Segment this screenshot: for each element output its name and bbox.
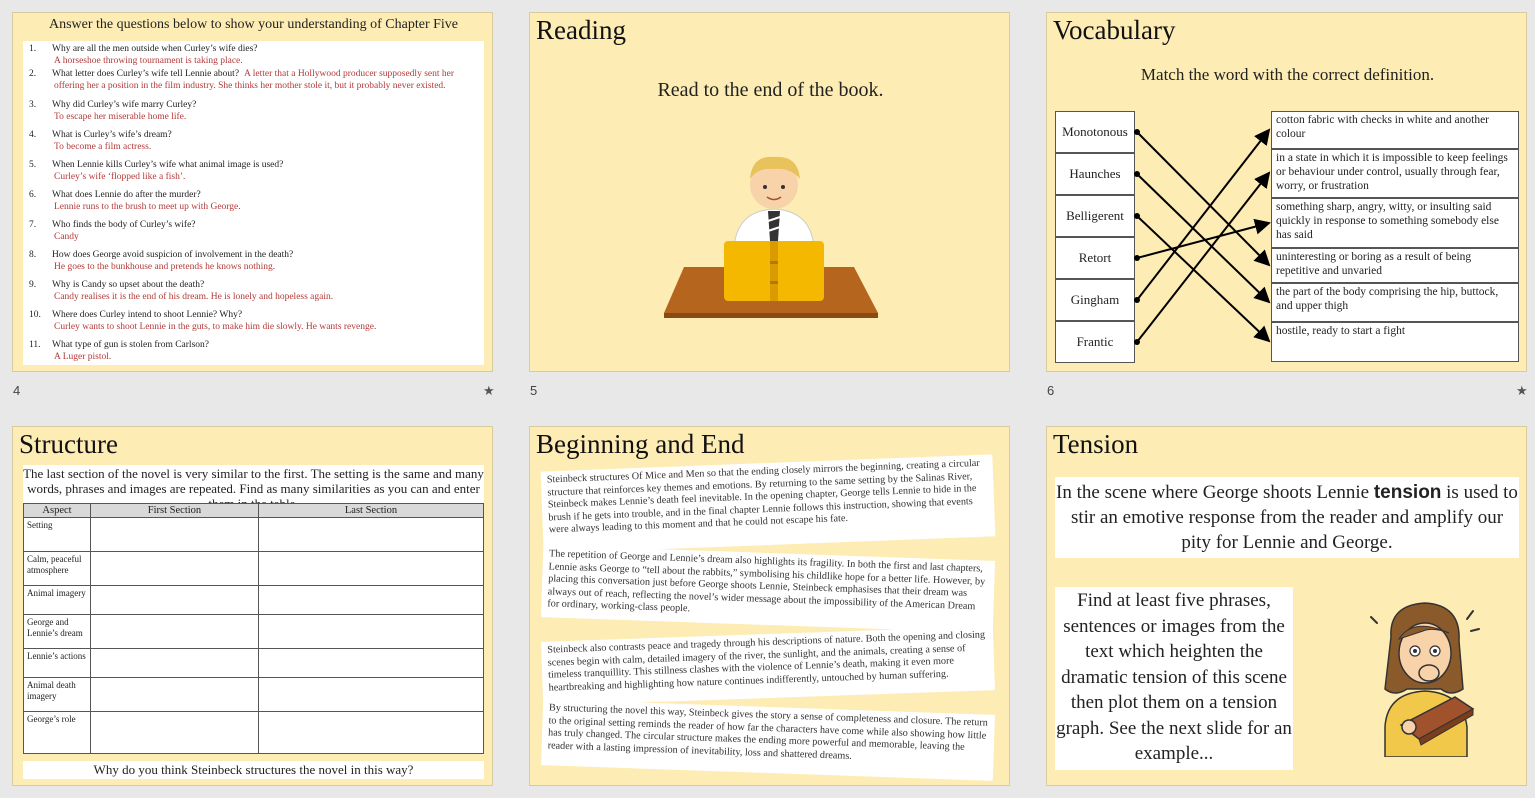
text-paragraph: The repetition of George and Lennie’s dream also highlights its fragility. In both the first and last chapters, Lennie asks George to “tell about the rabbits,” symbolising his childlike hope for a better life. However, by placing this conversation just before George shoots Lennie, Steinbeck emphasises that their dream was always out of reach, reflecting the novel’s wider message about the impossibility of the American Dream for ordinary, working-class people. xyxy=(541,545,995,633)
reading-student-illustration xyxy=(654,149,894,329)
definition-box: in a state in which it is impossible to keep feelings or behaviour under control, usually through fear, worry, or frustration xyxy=(1271,149,1519,198)
slide-text: Read to the end of the book. xyxy=(657,79,884,101)
slide-7-thumbnail[interactable] xyxy=(12,426,493,786)
word-box: Gingham xyxy=(1055,279,1135,321)
definition-box: cotton fabric with checks in white and another colour xyxy=(1271,111,1519,149)
table-row-label: Animal death imagery xyxy=(24,678,91,712)
slide-9-thumbnail[interactable] xyxy=(1046,426,1527,786)
slide-question: Why do you think Steinbeck structures the novel in this way? xyxy=(23,761,484,779)
slide-number: 5 xyxy=(530,383,538,398)
table-row-label: Lennie’s actions xyxy=(24,649,91,678)
slide-title: Reading xyxy=(536,15,626,45)
column-header: Last Section xyxy=(259,504,484,518)
slide-number: 6 xyxy=(1047,383,1055,398)
star-icon[interactable]: ★ xyxy=(1516,383,1528,398)
definition-box: something sharp, angry, witty, or insulting said quickly in response to something somebody else has said xyxy=(1271,198,1519,248)
column-header: Aspect xyxy=(24,504,91,518)
tension-text: In the scene where George shoots Lennie tension is used to stir an emotive response from the reader and amplify our pity for Lennie and George. xyxy=(1055,477,1519,558)
star-icon[interactable]: ★ xyxy=(483,383,495,398)
slide-8-thumbnail[interactable] xyxy=(529,426,1010,786)
slide-title: Structure xyxy=(19,429,118,459)
slide-number: 4 xyxy=(13,383,21,398)
text-paragraph: Steinbeck also contrasts peace and tragedy through his descriptions of nature. Both the opening and closing scenes begin with calm, detailed imagery of the river, the sunlight, and the animals, creating a sense of timeless tranquillity. This stillness clashes with the violence of Lennie’s death, making it even more heartbreaking and highlighting how nature continues indifferently, untouched by human suffering. xyxy=(541,626,995,706)
slide-intro: The last section of the novel is very similar to the first. The setting is the same and many words, phrases and images are repeated. Find as many similarities as you can and enter xyxy=(23,465,484,512)
task-text: Find at least five phrases, sentences or images from the text which heighten the dramatic tension of this scene then plot them on a tension graph. See the next slide for an example... xyxy=(1055,587,1293,770)
definition-box: hostile, ready to start a fight xyxy=(1271,322,1519,362)
slide-title: Vocabulary xyxy=(1053,15,1176,45)
table-row-label: George’s role xyxy=(24,712,91,754)
table-row-label: George and Lennie’s dream xyxy=(24,615,91,649)
slide-heading: Answer the questions below to show your understanding of Chapter Five xyxy=(48,17,459,32)
structure-table xyxy=(23,503,484,754)
table-row-label: Animal imagery xyxy=(24,586,91,615)
word-box: Haunches xyxy=(1055,153,1135,195)
table-row-label: Calm, peaceful atmosphere xyxy=(24,552,91,586)
word-box: Belligerent xyxy=(1055,195,1135,237)
worried-reader-illustration xyxy=(1363,597,1493,757)
slide-title: Beginning and End xyxy=(536,429,745,459)
definition-box: the part of the body comprising the hip, buttock, and upper thigh xyxy=(1271,283,1519,322)
matching-lines xyxy=(1047,13,1527,372)
slide-instruction: Match the word with the correct definition. xyxy=(1140,65,1435,84)
text-paragraph: Steinbeck structures Of Mice and Men so that the ending closely mirrors the beginning, creating a circular structure that reinforces key themes and emotions. By returning to the same setting by the Salinas River, Steinbeck makes Lennie’s death feel inevitable. In the opening chapter, George tells Lennie to hide in the brush if he gets into trouble, and in the final chapter Lennie follows this instruction, showing that events were always leading to this moment and that he could not escape his fate. xyxy=(541,454,996,553)
slide-title: Tension xyxy=(1053,429,1139,459)
word-box: Frantic xyxy=(1055,321,1135,363)
slide-5-thumbnail[interactable] xyxy=(529,12,1010,372)
column-header: First Section xyxy=(91,504,259,518)
questions-box: 1. Why are all the men outside when Curley’s wife dies? A horseshoe throwing tournament is taking place. 2. What letter does Curley’s wife tell Lennie about? A letter that a Hollywood producer supposedly sent her offering her a position in the film industry. She thinks her mother stole it, but it probably never existed. 3. Why did Curley’s wife marry Curley? To escape her miserable home life. 4. What is Curley’s wife’s dream? To become a film actress. 5. When Lennie kills Curley’s wife what animal image is used? Curley’s wife ‘flopped like a fish’. 6. What does Lennie do after the murder? Lennie runs to the brush to meet up with George. 7. Who finds the body of Curley’s wife? Candy 8. How does George avoid suspicion of involvement in the death? He goes to the bunkhouse and pretends he knows nothing. 9. Why is Candy so upset about the death? Candy realises it is the end of his dream. He is lonely and hopeless again. 10. Where does Curley intend to shoot Lennie? Why? Curley wants to shoot Lennie in the guts, to make him die slowly. He wants revenge. 11. What type of gun is stolen from Carlson? A Luger pistol. xyxy=(23,41,484,365)
word-box: Monotonous xyxy=(1055,111,1135,153)
slide-6-thumbnail[interactable] xyxy=(1046,12,1527,372)
slide-4-thumbnail[interactable] xyxy=(12,12,493,372)
text-paragraph: By structuring the novel this way, Steinbeck gives the story a sense of completeness and closure. The return to the original setting reminds the reader of how far the characters have come while also showing how little has truly changed. The circular structure makes the ending more powerful and memorable, leaving the reader with a lasting impression of inevitability, loss and shattered dreams. xyxy=(541,699,995,781)
definition-box: uninteresting or boring as a result of being repetitive and unvaried xyxy=(1271,248,1519,283)
table-row-label: Setting xyxy=(24,518,91,552)
word-box: Retort xyxy=(1055,237,1135,279)
